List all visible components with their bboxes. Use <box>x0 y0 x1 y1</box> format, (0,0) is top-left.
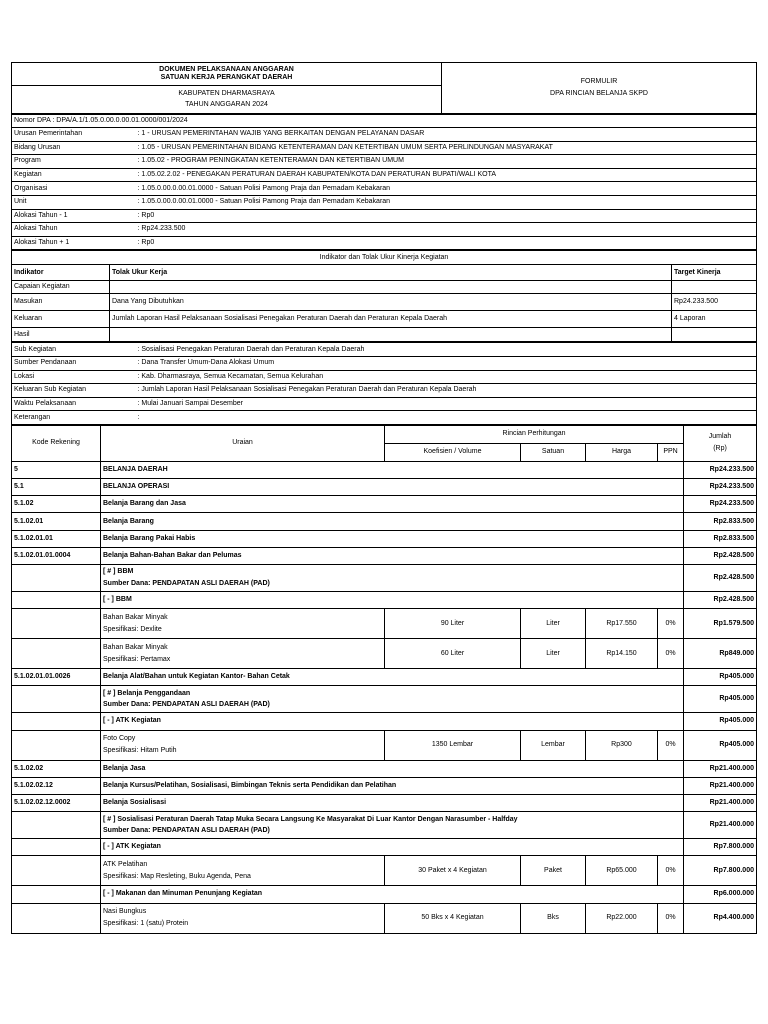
info-table <box>11 114 757 250</box>
jumlah: Rp405.000 <box>684 713 757 730</box>
info-row <box>12 182 757 196</box>
budget-code-row <box>12 461 757 478</box>
group-title: [ # ] Belanja Penggandaan <box>103 689 191 697</box>
funding-source: Sumber Dana: PENDAPATAN ASLI DAERAH (PAD) <box>103 579 270 587</box>
sub-value: : <box>136 411 757 425</box>
info-value: : 1.05.02 - PROGRAM PENINGKATAN KETENTERAMAN DAN KETERTIBAN UMUM <box>136 155 757 169</box>
jumlah: Rp405.000 <box>684 686 757 713</box>
indicator-row <box>12 311 757 328</box>
form-box <box>442 63 757 114</box>
col-target: Target Kinerja <box>672 265 757 281</box>
col-satuan: Satuan <box>521 443 586 461</box>
group-title: [ # ] BBM <box>103 568 134 576</box>
info-label: Bidang Urusan <box>12 141 136 155</box>
budget-code-row <box>12 760 757 777</box>
satuan: Liter <box>521 639 586 669</box>
ppn: 0% <box>658 730 684 760</box>
col-rincian: Rincian Perhitungan <box>385 425 684 443</box>
sub-label: Keluaran Sub Kegiatan <box>12 384 136 398</box>
document-header <box>11 62 757 114</box>
col-kode-rekening: Kode Rekening <box>12 425 101 461</box>
dpa-document <box>11 62 757 934</box>
jumlah: Rp2.428.500 <box>684 592 757 609</box>
info-value: : Rp24.233.500 <box>136 223 757 237</box>
funding-source: Sumber Dana: PENDAPATAN ASLI DAERAH (PAD) <box>103 826 270 834</box>
kode-empty <box>12 686 101 713</box>
indicator-row <box>12 328 757 342</box>
kode-rekening: 5.1.02.02.12.0002 <box>12 794 101 811</box>
info-value: : Rp0 <box>136 236 757 250</box>
sub-row <box>12 384 757 398</box>
item-name: Nasi Bungkus <box>103 907 147 915</box>
item-spec: Spesifikasi: Hitam Putih <box>103 747 177 755</box>
kode-rekening: 5.1.02 <box>12 496 101 513</box>
group-title: [ # ] Sosialisasi Peraturan Daerah Tatap Muka Secara Langsung Ke Masyarakat Di Luar Kantor Dengan Narasumber - Halfday <box>103 815 518 823</box>
harga: Rp22.000 <box>586 903 658 933</box>
info-label: Unit <box>12 195 136 209</box>
indicator-name: Keluaran <box>12 311 110 328</box>
info-value: : 1.05.02.2.02 - PENEGAKAN PERATURAN DAERAH KABUPATEN/KOTA DAN PERATURAN BUPATI/WALI KOTA <box>136 168 757 182</box>
indicator-measure: Jumlah Laporan Hasil Pelaksanaan Sosialisasi Penegakan Peraturan Daerah dan Peraturan Kepala Daerah <box>110 311 672 328</box>
kode-empty <box>12 713 101 730</box>
uraian-subgroup: [ - ] ATK Kegiatan <box>101 713 684 730</box>
info-value: : 1.05.0.00.0.00.01.0000 - Satuan Polisi Pamong Praja dan Pemadam Kebakaran <box>136 195 757 209</box>
col-harga: Harga <box>586 443 658 461</box>
harga: Rp300 <box>586 730 658 760</box>
sub-label: Keterangan <box>12 411 136 425</box>
jumlah: Rp21.400.000 <box>684 777 757 794</box>
uraian: Belanja Jasa <box>101 760 684 777</box>
indicator-row <box>12 294 757 311</box>
koefisien: 1350 Lembar <box>385 730 521 760</box>
jumlah: Rp21.400.000 <box>684 794 757 811</box>
jumlah: Rp21.400.000 <box>684 812 757 839</box>
budget-code-row <box>12 777 757 794</box>
budget-subgroup-row <box>12 713 757 730</box>
sub-value: : Mulai Januari Sampai Desember <box>136 397 757 411</box>
indicator-name: Capaian Kegiatan <box>12 281 110 294</box>
col-uraian: Uraian <box>101 425 385 461</box>
uraian-group <box>101 686 684 713</box>
kode-empty <box>12 839 101 856</box>
ppn: 0% <box>658 903 684 933</box>
budget-code-row <box>12 496 757 513</box>
header-title <box>12 63 442 86</box>
info-label: Urusan Pemerintahan <box>12 128 136 142</box>
budget-code-row <box>12 513 757 530</box>
sub-row <box>12 356 757 370</box>
info-row <box>12 209 757 223</box>
col-measure: Tolak Ukur Kerja <box>110 265 672 281</box>
item-name: Foto Copy <box>103 735 136 743</box>
info-value: : 1.05.0.00.0.00.01.0000 - Satuan Polisi Pamong Praja dan Pemadam Kebakaran <box>136 182 757 196</box>
item-spec: Spesifikasi: Map Resleting, Buku Agenda, Pena <box>103 872 251 880</box>
koefisien: 30 Paket x 4 Kegiatan <box>385 856 521 886</box>
uraian-item <box>101 730 385 760</box>
jumlah: Rp4.400.000 <box>684 903 757 933</box>
ppn: 0% <box>658 639 684 669</box>
budget-item-row <box>12 856 757 886</box>
header-region <box>12 86 442 114</box>
kode-empty <box>12 609 101 639</box>
kode-empty <box>12 812 101 839</box>
kode-rekening: 5.1.02.01.01 <box>12 530 101 547</box>
jumlah: Rp2.833.500 <box>684 530 757 547</box>
uraian-subgroup: [ - ] BBM <box>101 592 684 609</box>
harga: Rp14.150 <box>586 639 658 669</box>
jumlah: Rp405.000 <box>684 669 757 686</box>
jumlah: Rp24.233.500 <box>684 496 757 513</box>
uraian: Belanja Barang Pakai Habis <box>101 530 684 547</box>
uraian-group <box>101 812 684 839</box>
budget-item-row <box>12 639 757 669</box>
info-row <box>12 168 757 182</box>
sub-row <box>12 370 757 384</box>
title-line-2: SATUAN KERJA PERANGKAT DAERAH <box>160 74 293 81</box>
uraian-item <box>101 609 385 639</box>
col-koefisien: Koefisien / Volume <box>385 443 521 461</box>
kode-empty <box>12 886 101 903</box>
jumlah: Rp405.000 <box>684 730 757 760</box>
jumlah: Rp6.000.000 <box>684 886 757 903</box>
info-label: Organisasi <box>12 182 136 196</box>
col-jumlah <box>684 425 757 461</box>
jumlah: Rp21.400.000 <box>684 760 757 777</box>
region-name: KABUPATEN DHARMASRAYA <box>178 90 275 98</box>
col-ppn: PPN <box>658 443 684 461</box>
item-spec: Spesifikasi: Pertamax <box>103 655 171 663</box>
uraian-item <box>101 639 385 669</box>
kode-rekening: 5.1.02.01.01.0004 <box>12 547 101 564</box>
koefisien: 60 Liter <box>385 639 521 669</box>
budget-group-row <box>12 812 757 839</box>
uraian-item <box>101 903 385 933</box>
jumlah: Rp2.428.500 <box>684 547 757 564</box>
form-name: DPA RINCIAN BELANJA SKPD <box>550 89 648 97</box>
uraian-subgroup: [ - ] Makanan dan Minuman Penunjang Kegiatan <box>101 886 684 903</box>
koefisien: 50 Bks x 4 Kegiatan <box>385 903 521 933</box>
uraian: Belanja Alat/Bahan untuk Kegiatan Kantor- Bahan Cetak <box>101 669 684 686</box>
uraian: Belanja Kursus/Pelatihan, Sosialisasi, Bimbingan Teknis serta Pendidikan dan Pelatihan <box>101 777 684 794</box>
jumlah: Rp7.800.000 <box>684 856 757 886</box>
uraian: Belanja Sosialisasi <box>101 794 684 811</box>
ppn: 0% <box>658 609 684 639</box>
item-name: Bahan Bakar Minyak <box>103 643 168 651</box>
jumlah: Rp7.800.000 <box>684 839 757 856</box>
info-row <box>12 128 757 142</box>
fiscal-year: TAHUN ANGGARAN 2024 <box>185 100 268 108</box>
sub-value: : Jumlah Laporan Hasil Pelaksanaan Sosialisasi Penegakan Peraturan Daerah dan Peraturan Kepala Daerah <box>136 384 757 398</box>
title-line-1: DOKUMEN PELAKSANAAN ANGGARAN <box>159 65 294 73</box>
budget-code-row <box>12 794 757 811</box>
indicator-target: 4 Laporan <box>672 311 757 328</box>
budget-subgroup-row <box>12 886 757 903</box>
budget-code-row <box>12 479 757 496</box>
indicator-name: Hasil <box>12 328 110 342</box>
sub-value: : Kab. Dharmasraya, Semua Kecamatan, Semua Kelurahan <box>136 370 757 384</box>
jumlah: Rp1.579.500 <box>684 609 757 639</box>
sub-value: : Dana Transfer Umum-Dana Alokasi Umum <box>136 356 757 370</box>
indicator-measure: Dana Yang Dibutuhkan <box>110 294 672 311</box>
info-value: : 1 - URUSAN PEMERINTAHAN WAJIB YANG BERKAITAN DENGAN PELAYANAN DASAR <box>136 128 757 142</box>
indicator-title: Indikator dan Tolak Ukur Kinerja Kegiatan <box>12 251 757 265</box>
item-spec: Spesifikasi: 1 (satu) Protein <box>103 920 189 928</box>
jumlah: Rp849.000 <box>684 639 757 669</box>
uraian: BELANJA DAERAH <box>101 461 684 478</box>
jumlah-label: Jumlah <box>708 433 732 441</box>
info-value: : Rp0 <box>136 209 757 223</box>
kode-empty <box>12 639 101 669</box>
dpa-number: Nomor DPA : DPA/A.1/1.05.0.00.0.00.01.0000/001/2024 <box>12 115 757 128</box>
indicator-measure <box>110 328 672 342</box>
info-label: Alokasi Tahun + 1 <box>12 236 136 250</box>
budget-item-row <box>12 903 757 933</box>
harga: Rp65.000 <box>586 856 658 886</box>
info-row <box>12 195 757 209</box>
info-label: Alokasi Tahun <box>12 223 136 237</box>
kode-empty <box>12 730 101 760</box>
uraian: Belanja Barang dan Jasa <box>101 496 684 513</box>
kode-empty <box>12 903 101 933</box>
uraian-group <box>101 565 684 592</box>
indicator-target <box>672 328 757 342</box>
indicator-measure <box>110 281 672 294</box>
col-indicator: Indikator <box>12 265 110 281</box>
kode-rekening: 5.1.02.02 <box>12 760 101 777</box>
sub-row <box>12 397 757 411</box>
sub-label: Lokasi <box>12 370 136 384</box>
uraian-subgroup: [ - ] ATK Kegiatan <box>101 839 684 856</box>
form-label: FORMULIR <box>580 78 618 86</box>
indicator-target: Rp24.233.500 <box>672 294 757 311</box>
indicator-table <box>11 250 757 342</box>
kode-rekening: 5.1 <box>12 479 101 496</box>
info-value: : 1.05 - URUSAN PEMERINTAHAN BIDANG KETENTERAMAN DAN KETERTIBAN UMUM SERTA PERLINDUNGAN MASYARAKAT <box>136 141 757 155</box>
indicator-row <box>12 281 757 294</box>
budget-code-row <box>12 530 757 547</box>
ppn: 0% <box>658 856 684 886</box>
kode-rekening: 5.1.02.01 <box>12 513 101 530</box>
sub-row <box>12 411 757 425</box>
satuan: Paket <box>521 856 586 886</box>
budget-item-row <box>12 609 757 639</box>
sub-label: Waktu Pelaksanaan <box>12 397 136 411</box>
item-name: Bahan Bakar Minyak <box>103 613 168 621</box>
sub-label: Sumber Pendanaan <box>12 356 136 370</box>
budget-subgroup-row <box>12 839 757 856</box>
kode-rekening: 5 <box>12 461 101 478</box>
sub-row <box>12 343 757 357</box>
info-label: Program <box>12 155 136 169</box>
indicator-target <box>672 281 757 294</box>
kode-empty <box>12 592 101 609</box>
budget-item-row <box>12 730 757 760</box>
info-label: Alokasi Tahun - 1 <box>12 209 136 223</box>
budget-code-row <box>12 547 757 564</box>
uraian-item <box>101 856 385 886</box>
indicator-name: Masukan <box>12 294 110 311</box>
info-label: Kegiatan <box>12 168 136 182</box>
budget-subgroup-row <box>12 592 757 609</box>
budget-group-row <box>12 686 757 713</box>
jumlah: Rp2.833.500 <box>684 513 757 530</box>
satuan: Lembar <box>521 730 586 760</box>
item-name: ATK Pelatihan <box>103 860 148 868</box>
jumlah: Rp24.233.500 <box>684 461 757 478</box>
satuan: Liter <box>521 609 586 639</box>
info-row <box>12 155 757 169</box>
uraian: Belanja Barang <box>101 513 684 530</box>
kode-rekening: 5.1.02.02.12 <box>12 777 101 794</box>
kode-empty <box>12 565 101 592</box>
info-row <box>12 141 757 155</box>
jumlah: Rp2.428.500 <box>684 565 757 592</box>
kode-rekening: 5.1.02.01.01.0026 <box>12 669 101 686</box>
uraian: Belanja Bahan-Bahan Bakar dan Pelumas <box>101 547 684 564</box>
budget-group-row <box>12 565 757 592</box>
rp-label: (Rp) <box>713 445 727 453</box>
sub-activity-table <box>11 342 757 425</box>
harga: Rp17.550 <box>586 609 658 639</box>
budget-table <box>11 425 757 934</box>
info-row <box>12 223 757 237</box>
uraian: BELANJA OPERASI <box>101 479 684 496</box>
satuan: Bks <box>521 903 586 933</box>
budget-code-row <box>12 669 757 686</box>
info-row <box>12 236 757 250</box>
jumlah: Rp24.233.500 <box>684 479 757 496</box>
sub-label: Sub Kegiatan <box>12 343 136 357</box>
sub-value: : Sosialisasi Penegakan Peraturan Daerah dan Peraturan Kepala Daerah <box>136 343 757 357</box>
kode-empty <box>12 856 101 886</box>
koefisien: 90 Liter <box>385 609 521 639</box>
item-spec: Spesifikasi: Dexlite <box>103 625 162 633</box>
funding-source: Sumber Dana: PENDAPATAN ASLI DAERAH (PAD) <box>103 700 270 708</box>
